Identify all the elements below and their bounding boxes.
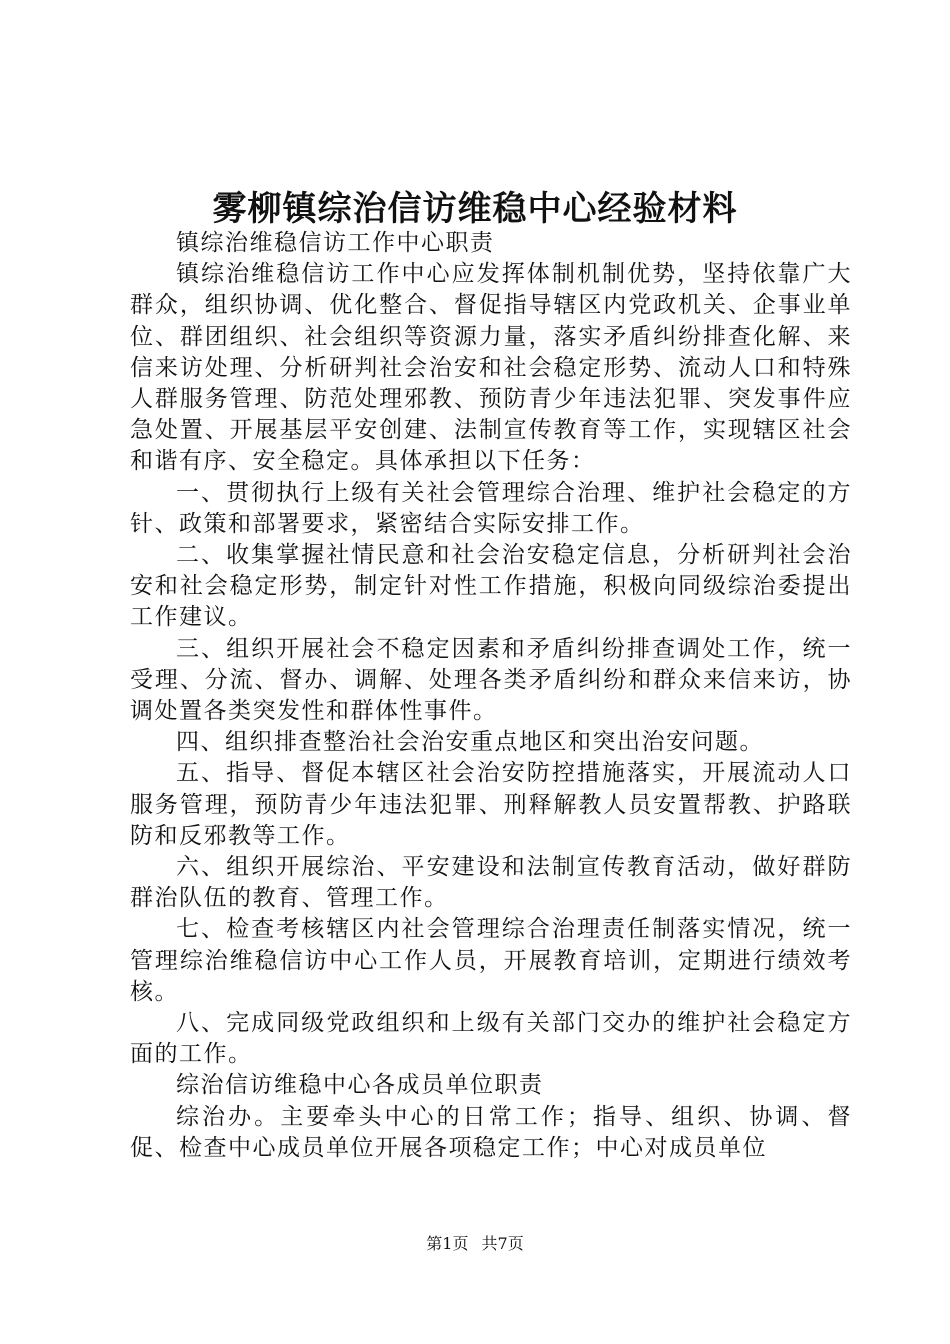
section-heading-center-duties: 镇综治维稳信访工作中心职责 — [176, 230, 495, 256]
section-heading-member-duties: 综治信访维稳中心各成员单位职责 — [176, 1072, 544, 1099]
document-body — [130, 228, 852, 1164]
paragraph-item-3: 三、组织开展社会不稳定因素和矛盾纠纷排查调处工作，统一受理、分流、督办、调解、处理各类矛盾纠纷和群众来信来访，协调处置各类突发性和群体性事件。 — [130, 635, 852, 725]
page-number-total: 共7页 — [481, 1234, 524, 1253]
paragraph-intro: 镇综治维稳信访工作中心应发挥体制机制优势，坚持依靠广大群众，组织协调、优化整合、督促指导辖区内党政机关、企事业单位、群团组织、社会组织等资源力量，落实矛盾纠纷排查化解、来信来访处理、分析研判社会治安和社会稳定形势、流动人口和特殊人群服务管理、防范处理邪教、预防青少年违法犯罪、突发事件应急处置、开展基层平安创建、法制宣传教育等工作，实现辖区社会和谐有序、安全稳定。具体承担以下任务： — [130, 261, 852, 475]
paragraph-item-5: 五、指导、督促本辖区社会治安防控措施落实，开展流动人口服务管理，预防青少年违法犯罪、刑释解教人员安置帮教、护路联防和反邪教等工作。 — [130, 760, 852, 849]
page-footer — [0, 1232, 950, 1256]
paragraph-office-duties: 综治办。主要牵头中心的日常工作；指导、组织、协调、督促、检查中心成员单位开展各项稳定工作；中心对成员单位 — [130, 1103, 852, 1161]
paragraph-item-2: 二、收集掌握社情民意和社会治安稳定信息，分析研判社会治安和社会稳定形势，制定针对性工作措施，积极向同级综治委提出工作建议。 — [130, 542, 852, 631]
paragraph-item-6: 六、组织开展综治、平安建设和法制宣传教育活动，做好群防群治队伍的教育、管理工作。 — [130, 854, 852, 912]
paragraph-item-4: 四、组织排查整治社会治安重点地区和突出治安问题。 — [176, 729, 764, 756]
document-title: 雾柳镇综治信访维稳中心经验材料 — [212, 189, 738, 229]
page-number-current: 第1页 — [426, 1234, 469, 1253]
paragraph-item-7: 七、检查考核辖区内社会管理综合治理责任制落实情况，统一管理综治维稳信访中心工作人员，开展教育培训，定期进行绩效考核。 — [130, 916, 852, 1005]
paragraph-item-1: 一、贯彻执行上级有关社会管理综合治理、维护社会稳定的方针、政策和部署要求，紧密结合实际安排工作。 — [130, 479, 852, 537]
paragraph-item-8: 八、完成同级党政组织和上级有关部门交办的维护社会稳定方面的工作。 — [130, 1010, 852, 1068]
